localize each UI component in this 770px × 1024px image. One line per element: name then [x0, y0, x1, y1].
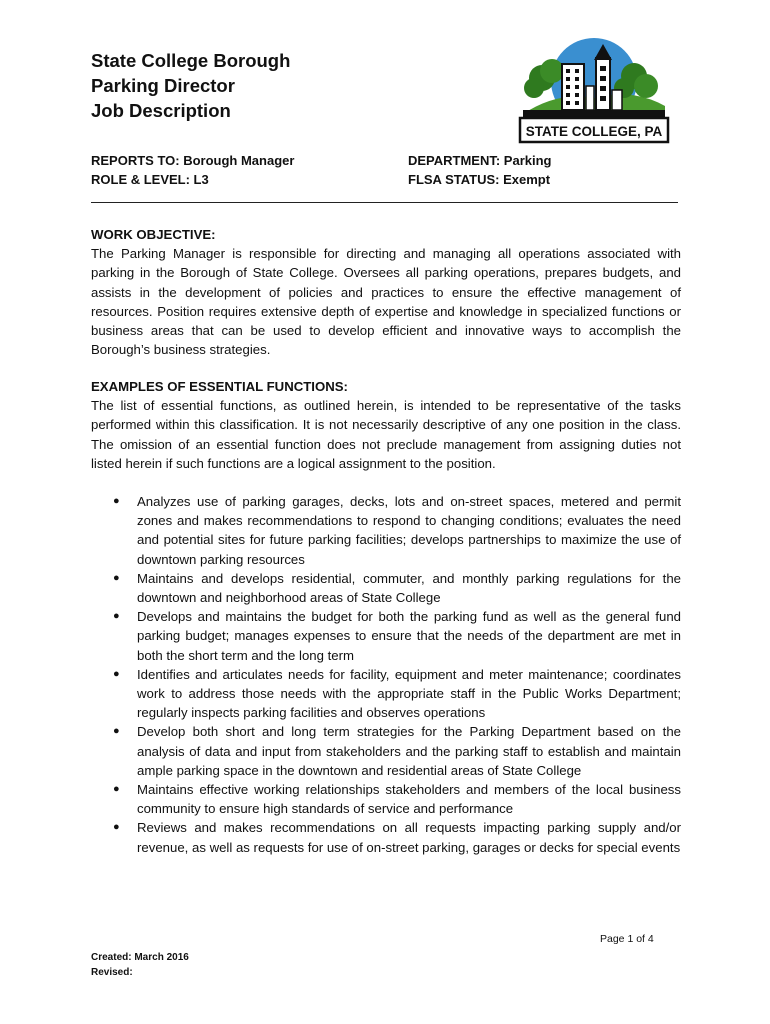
header-divider [91, 202, 678, 203]
list-item [91, 818, 681, 856]
list-item [91, 665, 681, 723]
bullet-icon: ● [113, 571, 120, 584]
work-objective-body: The Parking Manager is responsible for directing and managing all operations associated with parking in the Borough of State College. Oversees all parking operations, prepares budgets, and assists in the development of policies and practices to ensure the effective management of resources. Position requires extensive depth of expertise and knowledge in specialized functions or business areas that can be used to develop efficient and innovative ways to accomplish the Borough’s business strategies. [91, 246, 681, 358]
title-line: State College Borough [91, 50, 291, 71]
title-line: Parking Director [91, 75, 235, 96]
bullet-icon: ● [113, 495, 120, 507]
logo-building [562, 64, 584, 110]
revised-date: Revised: [91, 967, 133, 978]
list-item [91, 780, 681, 818]
essential-functions-list [91, 492, 681, 857]
bullet-icon: ● [113, 667, 120, 680]
list-item-text: Develop both short and long term strategies for the Parking Department based on the analysis of data and input from stakeholders and the parking staff to establish and maintain ample parking space in the downtown and residential areas of State College [137, 724, 681, 778]
meta-right [408, 151, 552, 189]
meta-left [91, 151, 294, 189]
created-date: Created: March 2016 [91, 952, 189, 963]
bullet-icon: ● [113, 783, 120, 796]
page-number: Page 1 of 4 [600, 933, 654, 945]
footer [91, 950, 189, 980]
list-item [91, 492, 681, 569]
state-college-logo [518, 36, 670, 144]
work-objective-heading: WORK OBJECTIVE: [91, 227, 216, 242]
list-item-text: Maintains effective working relationships stakeholders and members of the local business community to ensure high standards of service and performance [137, 782, 681, 817]
essential-functions-intro: The list of essential functions, as outlined herein, is intended to be representative of the tasks performed within this classification. It is not necessarily descriptive of any one position in the class. The omission of an essential function does not preclude management from assigning duties not listed herein if such functions are a logical assignment to the position. [91, 398, 681, 471]
essential-functions-heading: EXAMPLES OF ESSENTIAL FUNCTIONS: [91, 379, 348, 394]
bullet-icon: ● [113, 821, 120, 834]
logo-text: STATE COLLEGE, PA [525, 124, 663, 139]
list-item [91, 607, 681, 665]
list-item-text: Analyzes use of parking garages, decks, lots and on-street spaces, metered and permit zones and makes recommendations to respond to changing conditions; evaluates the need and potential sites for future parking facilities; develops partnerships to maximize the use of downtown parking resources [137, 494, 681, 567]
document-title [91, 48, 290, 123]
list-item [91, 722, 681, 780]
logo-tower [596, 58, 610, 110]
work-objective-section [91, 225, 681, 359]
title-line: Job Description [91, 100, 231, 121]
flsa-status: FLSA STATUS: Exempt [408, 172, 551, 187]
bullet-icon: ● [113, 725, 120, 738]
reports-to: REPORTS TO: Borough Manager [91, 153, 295, 168]
essential-functions-section [91, 377, 681, 473]
list-item-text: Develops and maintains the budget for both the parking fund as well as the general fund parking budget; manages expenses to ensure that the needs of the department are met in both the short term and the long term [137, 609, 681, 663]
role-level: ROLE & LEVEL: L3 [91, 172, 209, 187]
list-item-text: Maintains and develops residential, commuter, and monthly parking regulations for the downtown and neighborhood areas of State College [137, 570, 681, 606]
list-item-text: Identifies and articulates needs for facility, equipment and meter maintenance; coordinates work to address those needs with the appropriate staff in the Public Works Department; regularly inspects parking facilities and observes operations [137, 666, 681, 721]
department: DEPARTMENT: Parking [408, 153, 552, 168]
list-item-text: Reviews and makes recommendations on all requests impacting parking supply and/or revenue, as well as requests for use of on-street parking, garages or decks for special events [137, 820, 681, 855]
bullet-icon: ● [113, 610, 120, 623]
list-item [91, 569, 681, 607]
